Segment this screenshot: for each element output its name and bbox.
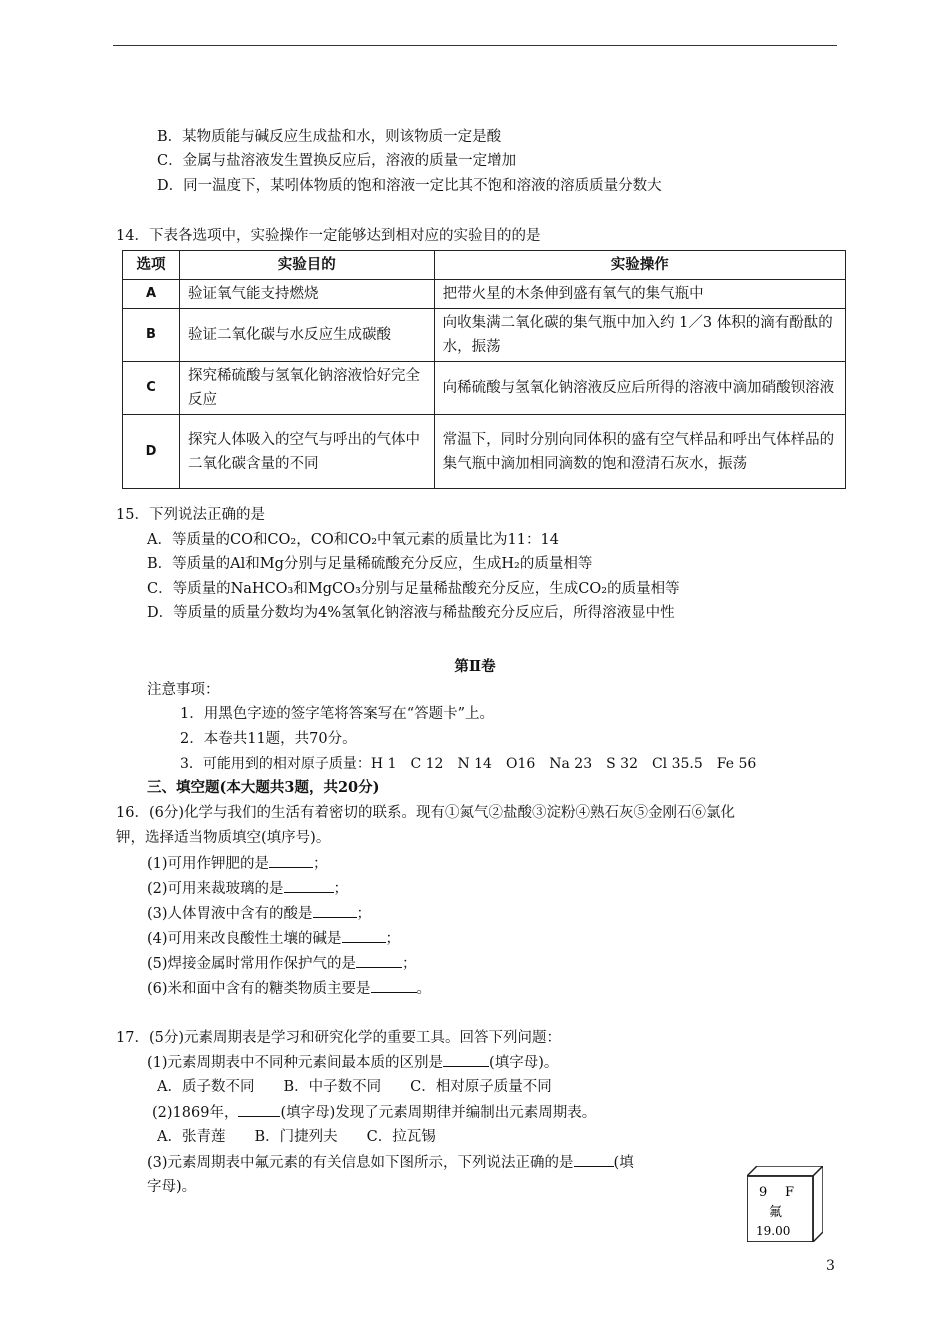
notice-item-1: 1．用黑色字迹的签字笔将答案写在“答题卡”上。 <box>180 706 495 722</box>
section-heading: 三、填空题(本大题共3题，共20分) <box>147 779 380 796</box>
item-text: (3)元素周期表中氟元素的有关信息如下图所示，下列说法正确的是 <box>147 1155 574 1171</box>
q15-option-b: B．等质量的Al和Mg分别与足量稀硫酸充分反应，生成H₂的质量相等 <box>147 556 593 572</box>
q13-option-d: D．同一温度下，某吲体物质的饱和溶液一定比其不饱和溶液的溶质质量分数大 <box>157 178 662 194</box>
item-punct: ； <box>356 906 372 922</box>
item-tail: (填字母)。 <box>489 1055 559 1071</box>
header-operation: 实验操作 <box>434 251 845 280</box>
fluorine-element-card <box>747 1166 823 1242</box>
atomic-mass: 19.00 <box>756 1224 791 1238</box>
q14-table <box>122 250 846 489</box>
answer-blank[interactable] <box>238 1102 280 1117</box>
q16-item-5 <box>147 953 417 974</box>
answer-blank[interactable] <box>443 1052 489 1067</box>
row-option: C <box>123 362 180 415</box>
item-text: (4)可用来改良酸性土壤的碱是 <box>147 931 342 947</box>
q17-sub-1-options: A．质子数不同 B．中子数不同 C．相对原子质量不同 <box>157 1079 552 1095</box>
notice-item-2: 2．本卷共11题，共70分。 <box>180 731 357 747</box>
item-text: (1)可用作钾肥的是 <box>147 856 270 872</box>
q13-option-c: C．金属与盐溶液发生置换反应后，溶液的质量一定增加 <box>157 153 517 169</box>
item-punct: 。 <box>416 981 432 997</box>
item-tail: (填字母)发现了元素周期律并编制出元素周期表。 <box>280 1105 597 1121</box>
q15-option-c: C．等质量的NaHCO₃和MgCO₃分别与足量稀盐酸充分反应，生成CO₂的质量相等 <box>147 581 680 597</box>
part2-title: 第Ⅱ卷 <box>454 658 496 675</box>
element-symbol: F <box>785 1185 795 1200</box>
item-tail: (填 <box>613 1155 634 1171</box>
page-number: 3 <box>826 1258 835 1274</box>
q16-item-2 <box>147 878 348 899</box>
q16-item-1 <box>147 853 328 874</box>
item-text: (1)元素周期表中不同种元素间最本质的区别是 <box>147 1055 444 1071</box>
item-text: (6)米和面中含有的糖类物质主要是 <box>147 981 371 997</box>
q17-sub-3 <box>147 1152 634 1173</box>
row-purpose: 探究稀硫酸与氢氧化钠溶液恰好完全反应 <box>179 362 434 415</box>
item-punct: ； <box>333 881 349 897</box>
card-top-face <box>747 1166 823 1176</box>
row-operation: 向收集满二氧化碳的集气瓶中加入约 1／3 体积的滴有酚酞的水，振荡 <box>434 309 845 362</box>
answer-blank[interactable] <box>284 878 334 893</box>
header-option: 选项 <box>123 251 180 280</box>
header-rule <box>113 45 837 46</box>
atomic-number: 9 <box>759 1185 768 1200</box>
q16-stem-line2: 钾，选择适当物质填空(填序号)。 <box>116 830 331 846</box>
q13-option-b: B．某物质能与碱反应生成盐和水，则该物质一定是酸 <box>157 129 502 145</box>
row-purpose: 验证二氧化碳与水反应生成碳酸 <box>179 309 434 362</box>
row-purpose: 验证氧气能支持燃烧 <box>179 280 434 309</box>
element-name: 氟 <box>769 1205 783 1220</box>
q14-stem: 14．下表各选项中，实验操作一定能够达到相对应的实验目的的是 <box>116 228 541 244</box>
q17-sub-2-options: A．张青莲 B．门捷列夫 C．拉瓦锡 <box>157 1129 436 1145</box>
item-text: (5)焊接金属时常用作保护气的是 <box>147 956 357 972</box>
q16-stem-line1: 16．(6分)化学与我们的生活有着密切的联系。现有①氮气②盐酸③淀粉④熟石灰⑤金刚石⑥氯化 <box>116 805 735 821</box>
header-purpose: 实验目的 <box>179 251 434 280</box>
row-option: D <box>123 415 180 489</box>
row-option: A <box>123 280 180 309</box>
notice-item-3: 3．可能用到的相对原子质量：H 1 C 12 N 14 O16 Na 23 S 32 Cl 35.5 Fe 56 <box>180 756 757 772</box>
q16-item-6 <box>147 978 431 999</box>
q15-option-d: D．等质量的质量分数均为4%氢氧化钠溶液与稀盐酸充分反应后，所得溶液显中性 <box>147 605 675 621</box>
q16-item-3 <box>147 903 371 924</box>
q16-item-4 <box>147 928 400 949</box>
item-punct: ； <box>385 931 401 947</box>
row-operation: 向稀硫酸与氢氧化钠溶液反应后所得的溶液中滴加硝酸钡溶液 <box>434 362 845 415</box>
q17-stem: 17．(5分)元素周期表是学习和研究化学的重要工具。回答下列问题： <box>116 1030 561 1046</box>
item-text: (3)人体胃液中含有的酸是 <box>147 906 313 922</box>
row-purpose: 探究人体吸入的空气与呼出的气体中二氧化碳含量的不同 <box>179 415 434 489</box>
q15-option-a: A．等质量的CO和CO₂，CO和CO₂中氧元素的质量比为11：14 <box>147 532 559 548</box>
item-text: (2)1869年， <box>152 1105 239 1121</box>
row-operation: 常温下，同时分别向同体积的盛有空气样品和呼出气体样品的集气瓶中滴加相同滴数的饱和澄清石灰水，振荡 <box>434 415 845 489</box>
answer-blank[interactable] <box>313 903 357 918</box>
table-row <box>123 415 846 489</box>
table-row <box>123 362 846 415</box>
q17-sub-3-line2: 字母)。 <box>147 1179 197 1195</box>
answer-blank[interactable] <box>342 928 386 943</box>
table-row <box>123 280 846 309</box>
item-punct: ； <box>313 856 328 872</box>
row-option: B <box>123 309 180 362</box>
answer-blank[interactable] <box>574 1152 614 1167</box>
answer-blank[interactable] <box>356 953 402 968</box>
q17-sub-2 <box>152 1102 596 1123</box>
answer-blank[interactable] <box>371 978 417 993</box>
notice-heading: 注意事项： <box>147 682 220 698</box>
item-text: (2)可用来裁玻璃的是 <box>147 881 284 897</box>
item-punct: ； <box>402 956 417 972</box>
answer-blank[interactable] <box>269 853 313 868</box>
card-side-face <box>813 1166 823 1242</box>
table-header-row <box>123 251 846 280</box>
q17-sub-1 <box>147 1052 558 1073</box>
row-operation: 把带火星的木条伸到盛有氧气的集气瓶中 <box>434 280 845 309</box>
table-row <box>123 309 846 362</box>
q15-stem: 15．下列说法正确的是 <box>116 507 265 523</box>
